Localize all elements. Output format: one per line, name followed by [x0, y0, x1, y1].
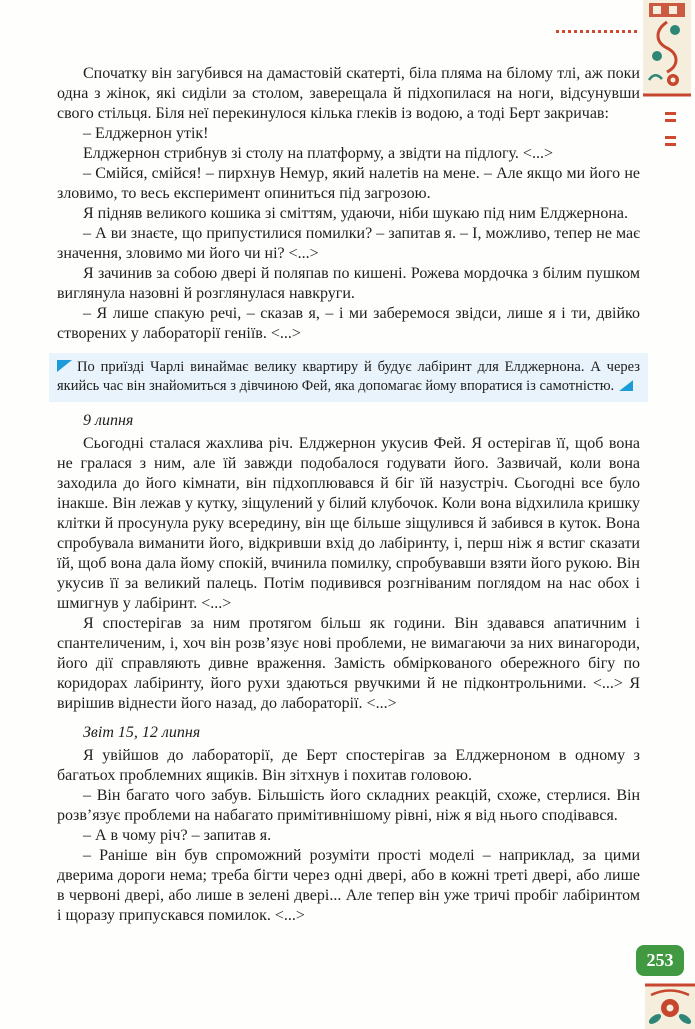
inset-start-triangle-icon — [57, 360, 72, 372]
paragraph-dialogue: – Він багато чого забув. Більшість його складних реакцій, схоже, стерлися. Він розв’язує проблеми на набагато примітивнішому рівні, ніж я від нього сподівався. — [57, 787, 640, 824]
page-number: 253 — [646, 950, 674, 970]
paragraph-dialogue: – Смійся, смійся! – пирхнув Немур, який налетів на мене. – Але якщо ми його не зловимо, то весь експеримент опиниться під загрозою. — [57, 165, 640, 202]
margin-mark-gap — [665, 126, 676, 136]
paragraph-dialogue: – Раніше він був спроможний розуміти прості моделі – наприклад, за цими дверима дороги нема; треба бігти через одні двері, або в кожні треті двері, або лише в червоні двері, або лише в зелені двері... Але тепер він уже тричі пробіг лабіринтом і щоразу припускався помилок. <...> — [57, 847, 640, 924]
margin-mark — [665, 112, 676, 115]
margin-marks — [665, 112, 676, 150]
paragraph-body: Я увійшов до лабораторії, де Берт спостерігав за Елджерноном в одному з багатьох проблемних ящиків. Він зітхнув і похитав головою. — [57, 747, 640, 784]
margin-mark — [665, 119, 676, 122]
paragraph-dialogue: – А ви знаєте, що припустилися помилки? – запитав я. – І, можливо, тепер не має значення, зловимо ми його чи ні? <...> — [57, 225, 640, 262]
bottom-corner-floral-ornament-icon — [637, 981, 695, 1029]
summary-inset — [49, 353, 648, 402]
page-content — [57, 64, 640, 926]
section-heading: 9 липня — [83, 412, 134, 429]
margin-mark — [665, 143, 676, 146]
paragraph-body: Елджернон стрибнув зі столу на платформу, а звідти на підлогу. <...> — [83, 145, 553, 162]
paragraph-body: Я зачинив за собою двері й поляпав по кишені. Рожева мордочка з білим пушком виглянула назовні й розглянулася навкруги. — [57, 265, 640, 302]
section-heading: Звіт 15, 12 липня — [83, 724, 201, 741]
inset-end-triangle-icon — [619, 380, 633, 391]
margin-mark — [665, 136, 676, 139]
paragraph-dialogue: – А в чому річ? – запитав я. — [83, 827, 272, 844]
paragraph-body: Сьогодні сталася жахлива річ. Елджернон укусив Фей. Я остерігав її, щоб вона не гралася з ним, але їй завжди подобалося годувати його. Зазвичай, коли вона заходила до його кімнати, він підхоплювався й біг їй назустріч. Сьогодні все було інакше. Він лежав у кутку, зіщулений у білий клубочок. Коли вона відхилила кришку клітки й просунула руку всередину, він ще більше зіщулився й забився в куток. Вона спробувала виманити його, відкривши вхід до лабіринту, і, перш ніж я встиг сказати їй, щоб вона дала йому спокій, вчинила помилку, спробувавши взяти його рукою. Він укусив її за великий палець. Потім подивився розгніваним поглядом на нас обох і шмигнув у лабіринт. <...> — [57, 435, 640, 612]
paragraph-body: Я підняв великого кошика зі сміттям, удаючи, ніби шукаю під ним Елджернона. — [83, 205, 628, 222]
inset-text: По приїзді Чарлі винаймає велику квартиру й будує лабіринт для Елджернона. А через якийсь час він знайомиться з дівчиною Фей, яка допомагає йому впоратися із самотністю. — [57, 359, 640, 394]
page-number-badge — [636, 945, 684, 976]
red-dotted-divider — [556, 30, 637, 33]
paragraph-body: Спочатку він загубився на дамастовій скатерті, біла пляма на білому тлі, аж поки одна з жінок, які сиділи за столом, заверещала й підхопилася на ноги, відсунувши свого стільця. Біля неї перекинулося кілька глеків із водою, а тоді Берт закричав: — [57, 65, 640, 122]
paragraph-dialogue: – Я лише спакую речі, – сказав я, – і ми заберемося звідси, лише я і ти, двійко створених у лабораторії геніїв. <...> — [57, 305, 640, 342]
paragraph-body: Я спостерігав за ним протягом більш як години. Він здавався апатичним і спантеличеним, і, хоч він розв’язує нові проблеми, не вимагаючи за них винагороди, його дії справляють дивне враження. Замість обміркованого обережного бігу по коридорах лабіринту, його рухи здаються рвучкими й не підконтрольними. <...> Я вирішив віднести його назад, до лабораторії. <...> — [57, 615, 640, 712]
paragraph-dialogue: – Елджернон утік! — [83, 125, 209, 142]
